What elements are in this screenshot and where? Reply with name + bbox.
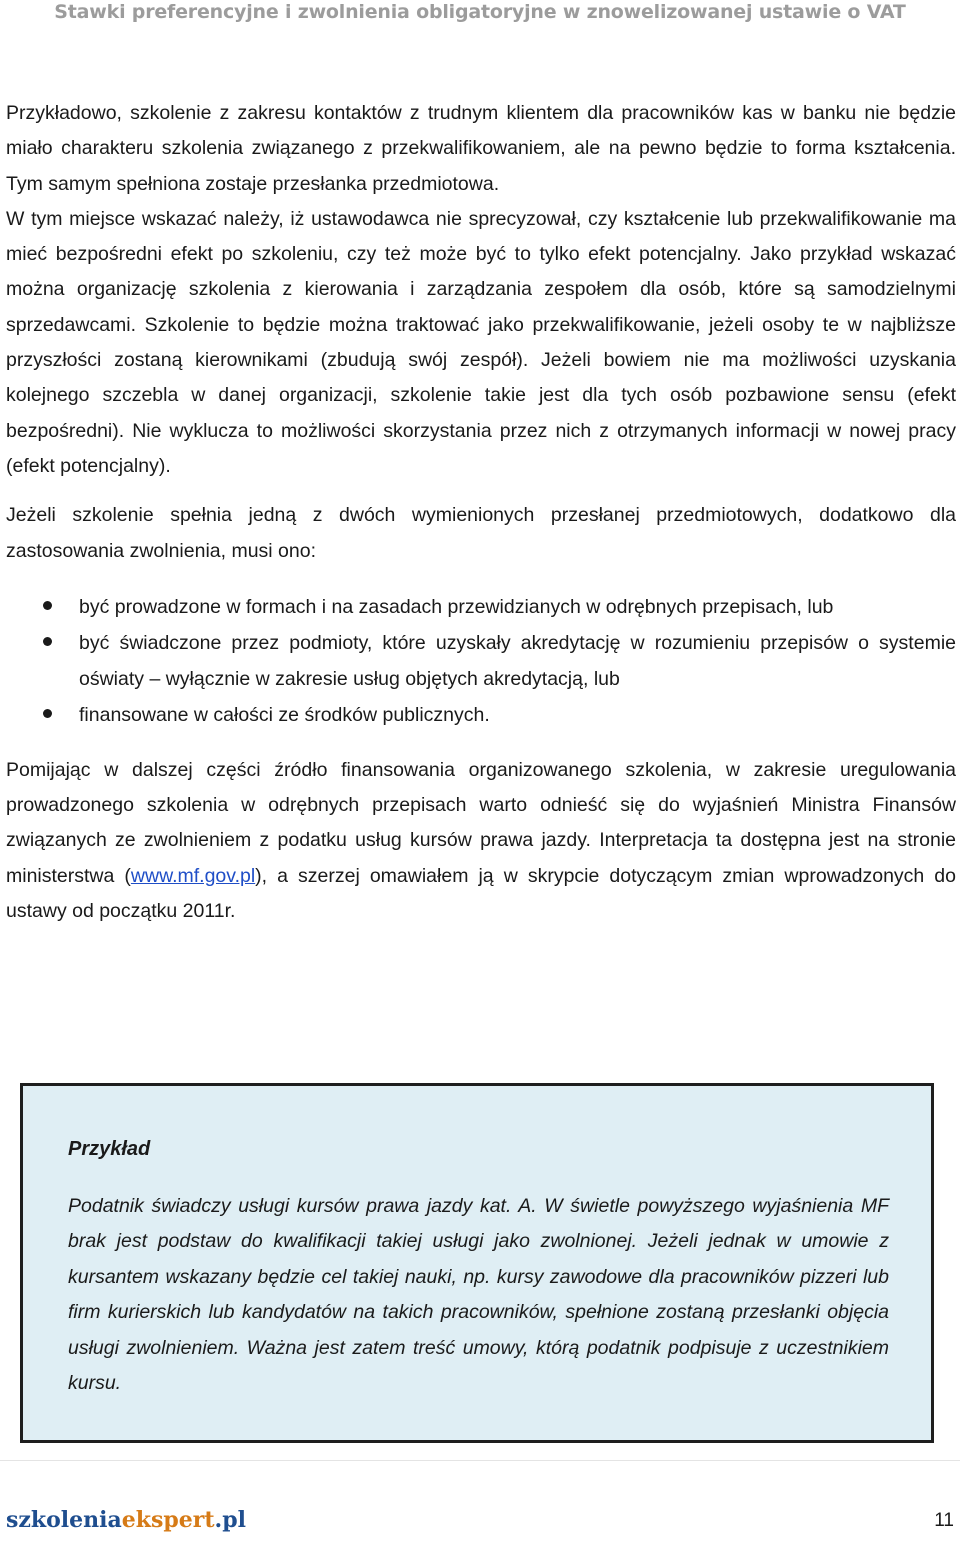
paragraph-2: W tym miejsce wskazać należy, iż ustawodawca nie sprecyzował, czy kształcenie lub przekwalifikowanie ma mieć bezpośredni efekt po szkoleniu, czy też może być to tylko efekt potencjalny. Jako przykład wskazać można organizację szkolenia z kierowania i zarządzania zespołem dla osób, które są samodzielnymi sprzedawcami. Szkolenie to będzie można traktować jako przekwalifikowanie, jeżeli osoby te w najbliższe przyszłości zostaną kierownikami (zbudują swój zespół). Jeżeli bowiem nie ma możliwości uzyskania kolejnego szczebla w danej organizacji, szkolenie takie jest dla tych osób pozbawione sensu (efekt bezpośredni). Nie wyklucza to możliwości skorzystania przez nich z otrzymanych informacji w nowej pracy (efekt potencjalny). xyxy=(6,207,956,477)
bullet-icon xyxy=(43,637,52,646)
main-content xyxy=(6,96,956,929)
example-title: Przykład xyxy=(68,1138,151,1160)
paragraph-3: Jeżeli szkolenie spełnia jedną z dwóch wymienionych przesłanej przedmiotowych, dodatkowo dla zastosowania zwolnienia, musi ono: xyxy=(6,504,956,562)
page-number: 11 xyxy=(934,1510,954,1531)
list-item xyxy=(6,589,956,625)
brand-part-3: .pl xyxy=(214,1507,246,1533)
running-header: Stawki preferencyjne i zwolnienia obligatoryjne w znowelizowanej ustawie o VAT xyxy=(54,1,906,23)
footer-divider xyxy=(0,1460,960,1461)
ministry-link[interactable]: www.mf.gov.pl xyxy=(130,864,256,887)
paragraph-1: Przykładowo, szkolenie z zakresu kontaktów z trudnym klientem dla pracowników kas w banku nie będzie miało charakteru szkolenia związanego z przekwalifikowaniem, ale na pewno będzie to forma kształcenia. Tym samym spełniona zostaje przesłanka przedmiotowa. xyxy=(6,102,956,195)
brand-part-1: szkolenia xyxy=(6,1507,122,1533)
list-item-text: być prowadzone w formach i na zasadach przewidzianych w odrębnych przepisach, lub xyxy=(79,595,834,618)
example-text: Podatnik świadczy usługi kursów prawa jazdy kat. A. W świetle powyższego wyjaśnienia MF brak jest podstaw do kwalifikacji takiej usługi jako zwolnionej. Jeżeli jednak w umowie z kursantem wskazany będzie cel takiej nauki, np. kursy zawodowe dla pracowników pizzeri lub firm kurierskich lub kandydatów na takich pracowników, spełnione zostaną przesłanki objęcia usługi zwolnieniem. Ważna jest zatem treść umowy, którą podatnik podpisuje z uczestnikiem kursu. xyxy=(68,1195,889,1395)
example-box xyxy=(20,1083,934,1443)
brand-part-2: ekspert xyxy=(121,1507,215,1533)
list-item xyxy=(6,625,956,697)
paragraph-4-text-end: ), a szerzej omawiałem ją w skrypcie dotyczącym zmian wprowadzonych do ustawy od początku 2011r. xyxy=(6,864,956,923)
paragraph-4 xyxy=(6,753,956,929)
list-item xyxy=(6,697,956,733)
list-item-text: finansowane w całości ze środków publicznych. xyxy=(79,703,490,726)
requirements-list xyxy=(6,589,956,733)
bullet-icon xyxy=(43,709,52,718)
bullet-icon xyxy=(43,601,52,610)
list-item-text: być świadczone przez podmioty, które uzyskały akredytację w rozumieniu przepisów o systemie oświaty – wyłącznie w zakresie usług objętych akredytacją, lub xyxy=(79,631,956,690)
paragraph-4-text-start: Pomijając w dalszej części źródło finansowania organizowanego szkolenia, w zakresie uregulowania prowadzonego szkolenia w odrębnych przepisach warto odnieść się do wyjaśnień Ministra Finansów związanych ze zwolnieniem z podatku usług kursów prawa jazdy. Interpretacja ta dostępna jest na stronie ministerstwa ( xyxy=(6,758,956,887)
footer-brand-logo xyxy=(6,1506,246,1534)
